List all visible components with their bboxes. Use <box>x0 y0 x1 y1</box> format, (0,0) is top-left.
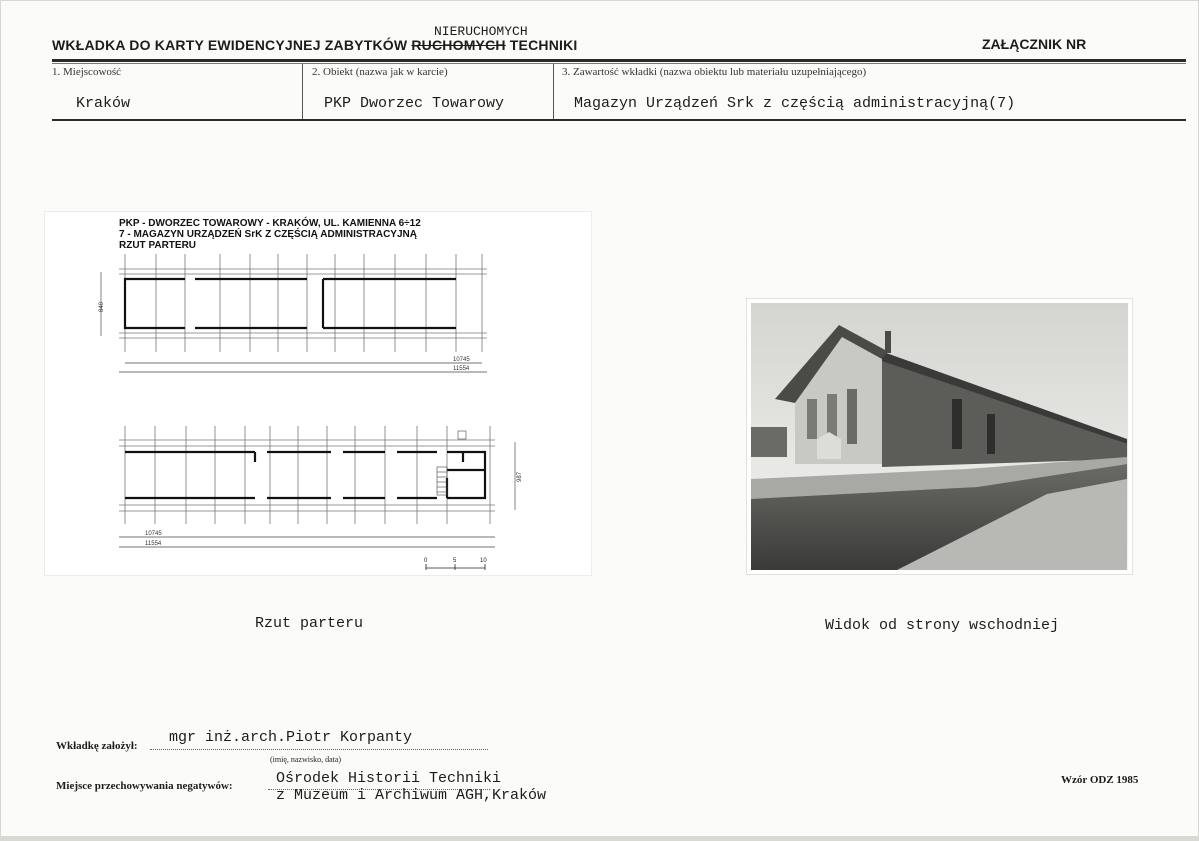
page-bottom-edge <box>0 836 1199 841</box>
upper-plan-walls <box>125 279 456 328</box>
lower-plan-dim-outer: 11554 <box>145 541 162 547</box>
header-rule-bottom <box>52 119 1186 121</box>
floor-plan-svg <box>45 212 591 575</box>
form-title-struck-word: RUCHOMYCH <box>411 37 506 53</box>
object-value: PKP Dworzec Towarowy <box>324 95 505 112</box>
building-photo-svg <box>747 299 1132 574</box>
location-label: 1. Miejscowość <box>52 66 122 78</box>
location-value: Kraków <box>76 95 131 112</box>
scale-label-5: 5 <box>453 558 457 564</box>
author-hint: (imię, nazwisko, data) <box>270 755 342 764</box>
content-value: Magazyn Urządzeń Srk z częścią administracyjną(7) <box>574 95 1016 112</box>
author-label: Wkładkę założył: <box>56 740 138 752</box>
field-separator-1 <box>302 64 303 120</box>
storage-value-line1: Ośrodek Historii Techniki <box>276 770 502 787</box>
plan-caption: Rzut parteru <box>255 615 364 632</box>
form-title <box>52 37 578 53</box>
storage-value-line2: z Muzeum i Archiwum AGH,Kraków <box>276 787 547 804</box>
upper-plan-dim-lines <box>119 363 487 372</box>
plan-title-line3: RZUT PARTERU <box>119 240 197 251</box>
lower-plan-side-dim: 987 <box>517 471 523 482</box>
field-separator-2 <box>553 64 554 120</box>
content-label: 3. Zawartość wkładki (nazwa obiektu lub materiału uzupełniającego) <box>562 66 867 78</box>
upper-plan-axis-lines <box>119 254 487 352</box>
lower-plan-axis-lines <box>119 426 495 524</box>
plan-title-line2: 7 - MAGAZYN URZĄDZEŃ SrK Z CZĘŚCIĄ ADMINISTRACYJNĄ <box>119 229 417 240</box>
scale-label-10: 10 <box>480 558 487 564</box>
author-dotted-line <box>150 749 488 750</box>
photo-caption: Widok od strony wschodniej <box>825 617 1060 634</box>
form-title-prefix: WKŁADKA DO KARTY EWIDENCYJNEJ ZABYTKÓW <box>52 37 412 53</box>
lower-plan-stairs <box>437 431 466 495</box>
scale-label-0: 0 <box>424 558 428 564</box>
plan-title-line1: PKP - DWORZEC TOWAROWY - KRAKÓW, UL. KAMIENNA 6÷12 <box>119 218 421 229</box>
upper-plan-side-dim: 840 <box>99 301 105 312</box>
storage-label: Miejsce przechowywania negatywów: <box>56 780 233 792</box>
scale-bar <box>426 564 485 570</box>
building-photograph <box>746 298 1133 575</box>
header-rule-top <box>52 59 1186 62</box>
author-value: mgr inż.arch.Piotr Korpanty <box>169 729 413 746</box>
floor-plan-drawing <box>44 211 592 576</box>
lower-plan-dim-lines <box>119 537 495 547</box>
lower-plan-walls <box>125 452 485 498</box>
header-overtype: NIERUCHOMYCH <box>434 24 528 39</box>
attachment-number-label: ZAŁĄCZNIK NR <box>982 36 1087 52</box>
upper-plan-dim-inner: 10745 <box>453 357 470 363</box>
header-rule-top-thin <box>52 63 1186 64</box>
object-label: 2. Obiekt (nazwa jak w karcie) <box>312 66 448 78</box>
upper-plan-dim-outer: 11554 <box>453 366 470 372</box>
form-title-suffix: TECHNIKI <box>505 37 578 53</box>
form-code: Wzór ODZ 1985 <box>1061 774 1139 786</box>
lower-plan-dim-inner: 10745 <box>145 531 162 537</box>
